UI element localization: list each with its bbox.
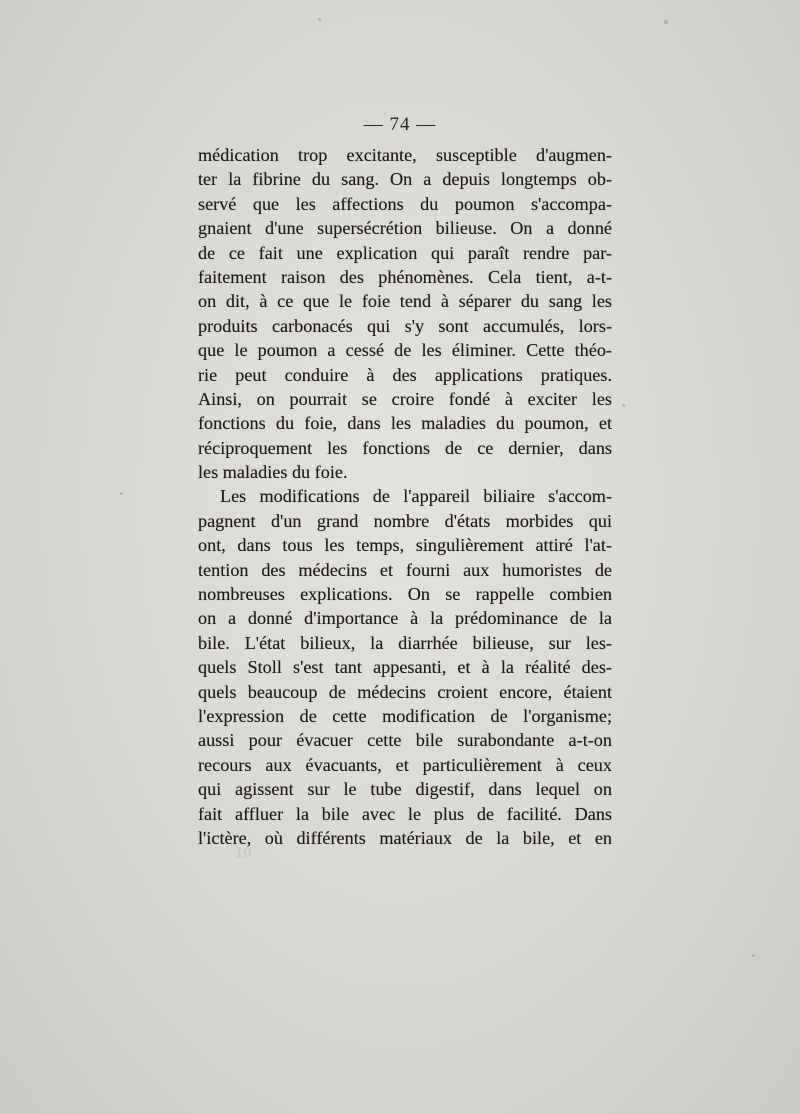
text-line: quels beaucoup de médecins croient encore, étaient (198, 681, 612, 702)
text-line: de ce fait une explication qui paraît rendre par- (198, 242, 612, 263)
page-number: — 74 — (363, 114, 437, 135)
text-line: bile. L'état bilieux, la diarrhée bilieuse, sur les- (198, 632, 612, 653)
text-line: servé que les affections du poumon s'accompa- (198, 193, 612, 214)
text-line: gnaient d'une supersécrétion bilieuse. On a donné (198, 218, 612, 239)
text-line: fait affluer la bile avec le plus de facilité. Dans (198, 803, 612, 824)
text-line: réciproquement les fonctions de ce dernier, dans (198, 437, 612, 458)
text-line: on a donné d'importance à la prédominance de la (198, 608, 612, 629)
text-line: aussi pour évacuer cette bile surabondante a-t-on (198, 730, 612, 751)
paper-spot (752, 954, 755, 957)
text-line: Ainsi, on pourrait se croire fondé à exciter les (198, 388, 612, 409)
text-line: faitement raison des phénomènes. Cela tient, a-t- (198, 266, 612, 287)
text-line: fonctions du foie, dans les maladies du poumon, et (198, 413, 612, 434)
text-line: tention des médecins et fourni aux humoristes de (198, 559, 612, 580)
text-line: Les modifications de l'appareil biliaire s'accom- (220, 486, 612, 507)
show-through-text: 10 (235, 846, 252, 861)
text-line: l'ictère, où différents matériaux de la bile, et en (198, 827, 612, 848)
text-line: pagnent d'un grand nombre d'états morbides qui (198, 510, 612, 531)
text-line: recours aux évacuants, et particulièrement à ceux (198, 754, 612, 775)
text-line: qui agissent sur le tube digestif, dans lequel on (198, 779, 612, 800)
text-line: produits carbonacés qui s'y sont accumulés, lors- (198, 315, 612, 336)
paper-spot (318, 18, 321, 21)
text-line: que le poumon a cessé de les éliminer. Cette théo- (198, 340, 612, 361)
text-line: ter la fibrine du sang. On a depuis longtemps ob- (198, 169, 612, 190)
text-line: ont, dans tous les temps, singulièrement attiré l'at- (198, 535, 612, 556)
body-text (198, 143, 612, 850)
text-line: médication trop excitante, susceptible d'augmen- (198, 145, 612, 165)
text-line: rie peut conduire à des applications pratiques. (198, 364, 612, 385)
text-line: l'expression de cette modification de l'organisme; (198, 705, 612, 726)
text-line: on dit, à ce que le foie tend à séparer du sang les (198, 291, 612, 312)
text-line: nombreuses explications. On se rappelle combien (198, 584, 612, 605)
text-line: quels Stoll s'est tant appesanti, et à la réalité des- (198, 657, 612, 678)
paper-spot (664, 20, 668, 24)
paper-spot (120, 492, 123, 495)
text-line: les maladies du foie. (198, 462, 348, 483)
paper-spot (622, 404, 625, 407)
